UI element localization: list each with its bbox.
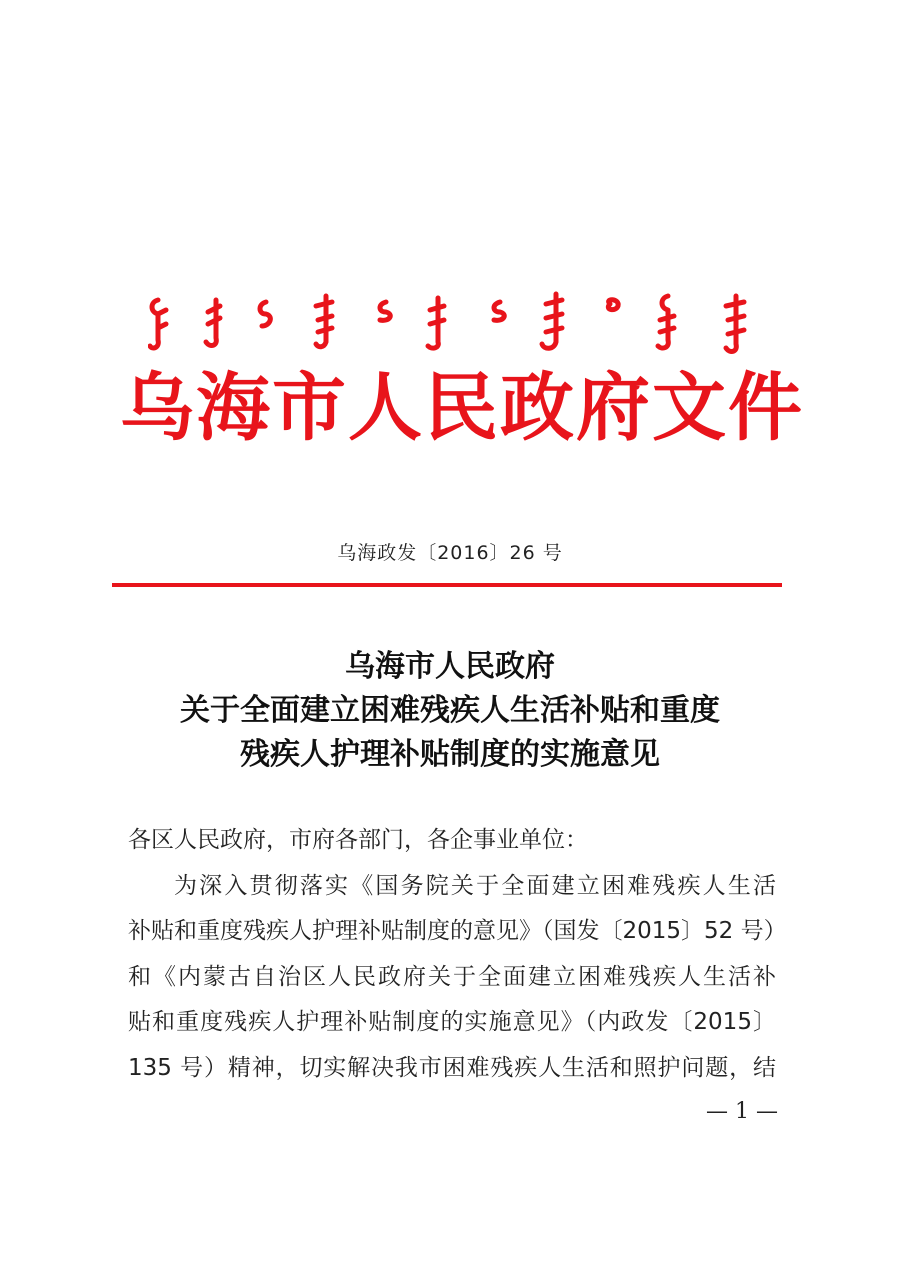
document-body <box>128 818 787 1091</box>
title-line-1: 乌海市人民政府 <box>345 649 555 684</box>
body-line: 和《内蒙古自治区人民政府关于全面建立困难残疾人生活补 <box>128 963 776 990</box>
document-number: 乌海政发〔2016〕26 号 <box>337 542 563 564</box>
salutation: 各区人民政府，市府各部门，各企事业单位： <box>128 827 588 853</box>
page-number: — 1 — <box>706 1099 778 1124</box>
title-line-2: 关于全面建立困难残疾人生活补贴和重度 <box>180 693 720 728</box>
mongolian-script-graphic <box>148 290 768 360</box>
body-line: 为深入贯彻落实《国务院关于全面建立困难残疾人生活 <box>174 872 776 899</box>
red-divider-line <box>112 583 782 587</box>
body-line: 贴和重度残疾人护理补贴制度的实施意见》（内政发〔2015〕 <box>128 1009 776 1035</box>
document-masthead: 乌海市人民政府文件 <box>120 365 804 451</box>
title-line-3: 残疾人护理补贴制度的实施意见 <box>240 737 660 772</box>
mongolian-masthead <box>148 290 768 360</box>
body-line: 补贴和重度残疾人护理补贴制度的意见》（国发〔2015〕52 号） <box>128 918 787 944</box>
document-title <box>0 645 900 777</box>
body-line: 135 号）精神，切实解决我市困难残疾人生活和照护问题，结 <box>128 1054 776 1081</box>
